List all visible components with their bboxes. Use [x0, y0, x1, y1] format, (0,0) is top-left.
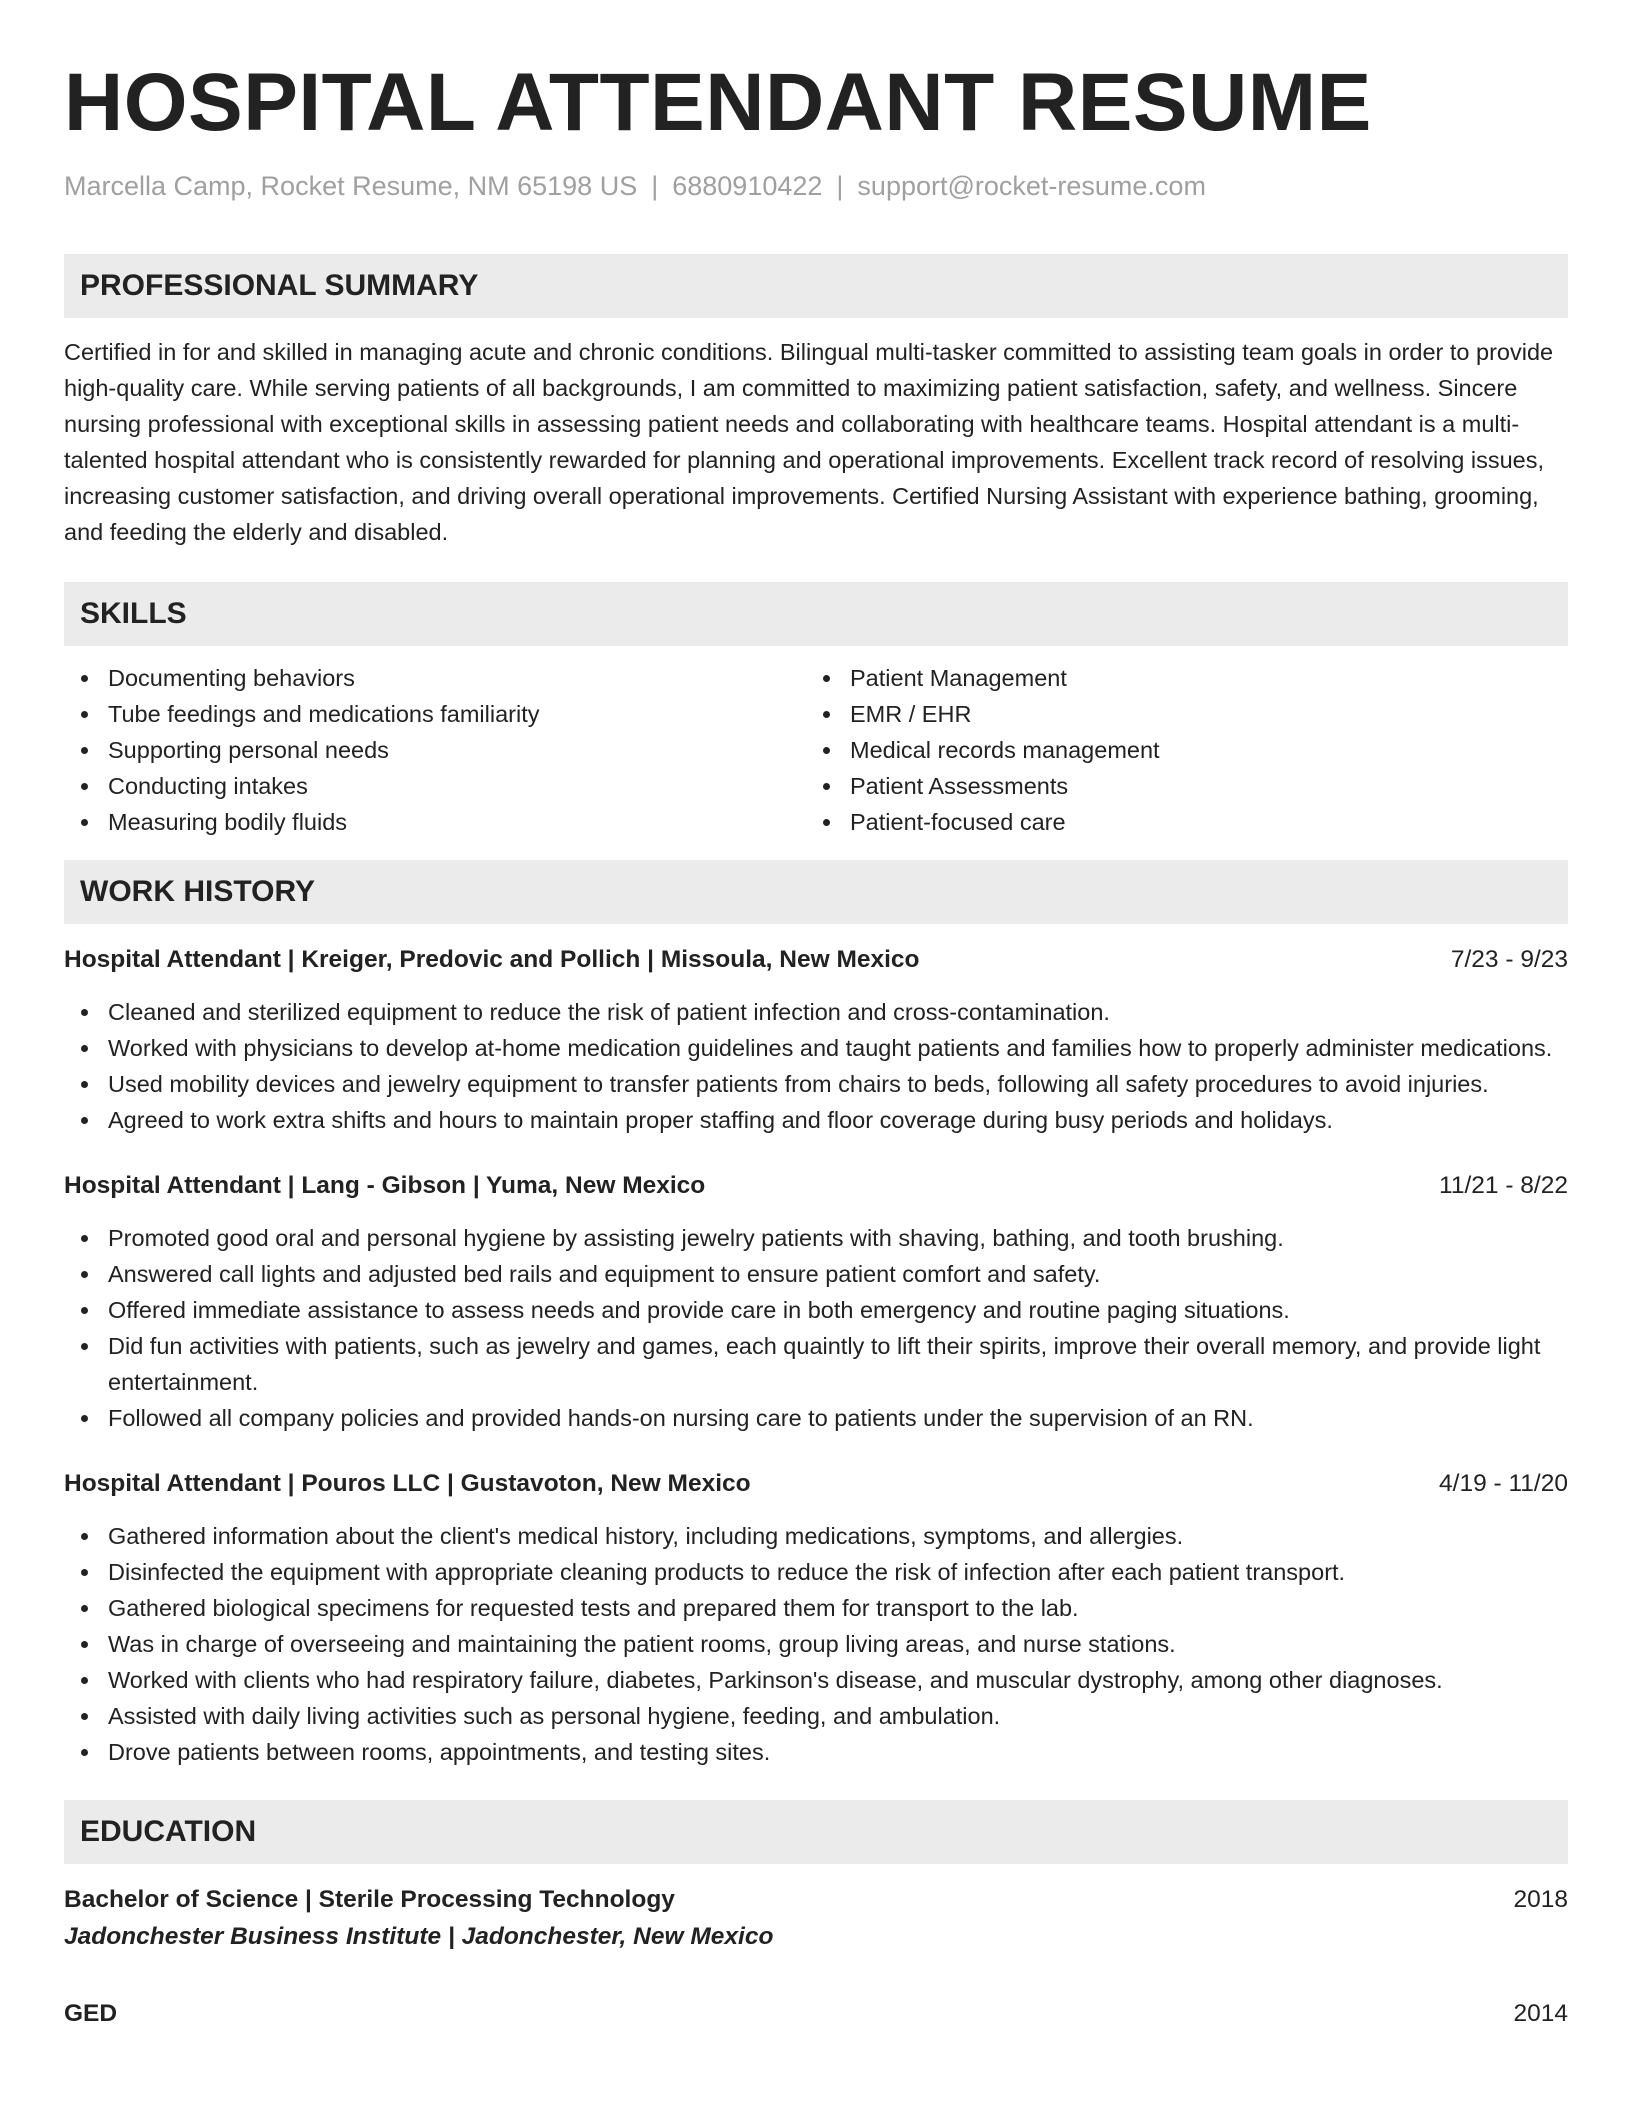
duty-item: Was in charge of overseeing and maintaining the patient rooms, group living areas, and nurse stations.: [64, 1626, 1568, 1662]
duty-item: Worked with clients who had respiratory failure, diabetes, Parkinson's disease, and muscular dystrophy, among other diagnoses.: [64, 1662, 1568, 1698]
contact-separator: |: [651, 171, 659, 201]
job-title: Hospital Attendant | Pouros LLC | Gustavoton, New Mexico: [64, 1470, 751, 1498]
skills-list-left: [64, 660, 806, 840]
resume-title: HOSPITAL ATTENDANT RESUME: [64, 57, 1372, 148]
contact-email: support@rocket-resume.com: [857, 171, 1206, 201]
skill-item: Patient Assessments: [806, 768, 1548, 804]
duty-item: Used mobility devices and jewelry equipment to transfer patients from chairs to beds, following all safety procedures to avoid injuries.: [64, 1066, 1568, 1102]
skills-columns: [64, 660, 1568, 840]
duty-item: Gathered information about the client's medical history, including medications, symptoms, and allergies.: [64, 1518, 1568, 1554]
duty-item: Drove patients between rooms, appointments, and testing sites.: [64, 1734, 1568, 1770]
education-year: 2018: [1513, 1886, 1568, 1914]
duty-item: Offered immediate assistance to assess needs and provide care in both emergency and routine paging situations.: [64, 1292, 1568, 1328]
duty-item: Answered call lights and adjusted bed rails and equipment to ensure patient comfort and safety.: [64, 1256, 1568, 1292]
job-entry: [64, 942, 1568, 1138]
duty-item: Worked with physicians to develop at-home medication guidelines and taught patients and families how to properly administer medications.: [64, 1030, 1568, 1066]
duty-item: Disinfected the equipment with appropriate cleaning products to reduce the risk of infection after each patient transport.: [64, 1554, 1568, 1590]
duty-item: Agreed to work extra shifts and hours to maintain proper staffing and floor coverage during busy periods and holidays.: [64, 1102, 1568, 1138]
job-duties: [64, 994, 1568, 1138]
skills-heading: SKILLS: [64, 582, 1568, 646]
skill-item: Documenting behaviors: [64, 660, 806, 696]
job-entry: [64, 1168, 1568, 1436]
skill-item: Supporting personal needs: [64, 732, 806, 768]
duty-item: Did fun activities with patients, such as jewelry and games, each quaintly to lift their spirits, improve their overall memory, and provide light entertainment.: [64, 1328, 1568, 1400]
job-duties: [64, 1220, 1568, 1436]
education-header: [64, 1882, 1568, 1918]
education-heading: EDUCATION: [64, 1800, 1568, 1864]
skill-item: Patient Management: [806, 660, 1548, 696]
education-degree: Bachelor of Science | Sterile Processing Technology: [64, 1886, 675, 1914]
education-year: 2014: [1513, 2000, 1568, 2028]
contact-address: Marcella Camp, Rocket Resume, NM 65198 US: [64, 171, 638, 201]
education-entry: [64, 1996, 1568, 2032]
work-history-heading: WORK HISTORY: [64, 860, 1568, 924]
summary-text: Certified in for and skilled in managing acute and chronic conditions. Bilingual multi-tasker committed to assisting team goals in order to provide high-quality care. While serving patients of all backgrounds, I am committed to maximizing patient satisfaction, safety, and wellness. Sincere nursing professional with exceptional skills in assessing patient needs and collaborating with healthcare teams. Hospital attendant is a multi-talented hospital attendant who is consistently rewarded for planning and operational improvements. Excellent track record of resolving issues, increasing customer satisfaction, and driving overall operational improvements. Certified Nursing Assistant with experience bathing, grooming, and feeding the elderly and disabled.: [64, 339, 1554, 546]
skill-item: Conducting intakes: [64, 768, 806, 804]
job-entry: [64, 1466, 1568, 1770]
skill-item: Patient-focused care: [806, 804, 1548, 840]
job-date: 11/21 - 8/22: [1439, 1172, 1568, 1200]
duty-item: Gathered biological specimens for requested tests and prepared them for transport to the lab.: [64, 1590, 1568, 1626]
education-header: [64, 1996, 1568, 2032]
skill-item: EMR / EHR: [806, 696, 1548, 732]
skill-item: Measuring bodily fluids: [64, 804, 806, 840]
job-header: [64, 1168, 1568, 1204]
education-entry: [64, 1882, 1568, 1956]
job-duties: [64, 1518, 1568, 1770]
job-title: Hospital Attendant | Kreiger, Predovic and Pollich | Missoula, New Mexico: [64, 946, 920, 974]
skills-list-right: [806, 660, 1548, 840]
job-date: 4/19 - 11/20: [1439, 1470, 1568, 1498]
skill-item: Medical records management: [806, 732, 1548, 768]
contact-line: [64, 170, 1568, 202]
education-school: Jadonchester Business Institute | Jadonchester, New Mexico: [64, 1923, 774, 1951]
summary-heading: PROFESSIONAL SUMMARY: [64, 254, 1568, 318]
duty-item: Cleaned and sterilized equipment to reduce the risk of patient infection and cross-contamination.: [64, 994, 1568, 1030]
job-header: [64, 942, 1568, 978]
job-title: Hospital Attendant | Lang - Gibson | Yuma, New Mexico: [64, 1172, 706, 1200]
contact-separator: |: [836, 171, 844, 201]
education-degree: GED: [64, 2000, 118, 2028]
duty-item: Promoted good oral and personal hygiene by assisting jewelry patients with shaving, bathing, and tooth brushing.: [64, 1220, 1568, 1256]
duty-item: Followed all company policies and provided hands-on nursing care to patients under the supervision of an RN.: [64, 1400, 1568, 1436]
job-header: [64, 1466, 1568, 1502]
job-date: 7/23 - 9/23: [1450, 946, 1568, 974]
contact-phone: 6880910422: [672, 171, 823, 201]
duty-item: Assisted with daily living activities such as personal hygiene, feeding, and ambulation.: [64, 1698, 1568, 1734]
skill-item: Tube feedings and medications familiarity: [64, 696, 806, 732]
